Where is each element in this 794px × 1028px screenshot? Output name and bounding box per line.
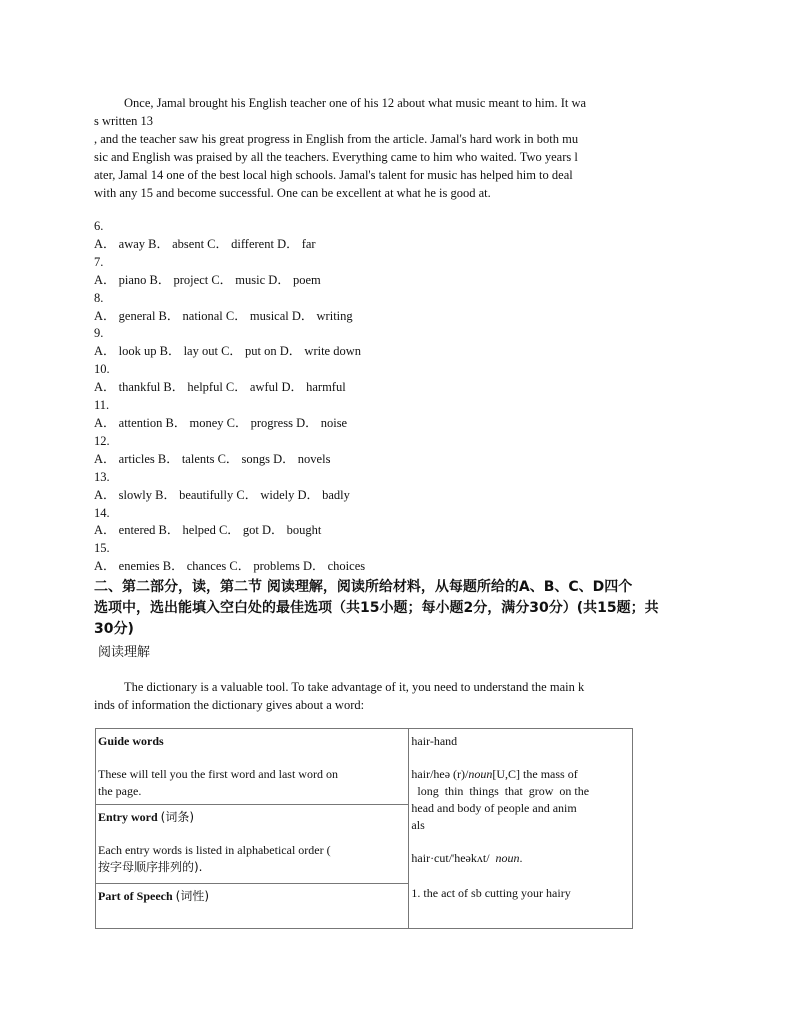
passage [94,94,700,202]
entry-word-title [98,809,406,826]
definition-line: long thin things that grow on the [411,784,590,798]
haircut-text: hair·cut/'heəkʌt/ [411,851,496,865]
guide-example: hair-hand [411,734,458,748]
question-options: A． general B． national C． musical D． writing [94,308,353,323]
question-options: A． enemies B． chances C． problems D． choices [94,559,366,574]
pos-label: noun [495,851,520,865]
passage-line: , and the teacher saw his great progress in English from the article. Jamal's hard work in both mu [94,132,579,146]
intro-paragraph [94,678,700,714]
definition-text: [U,C] the mass of [492,767,578,781]
pos-label: noun [468,767,493,781]
intro-line: The dictionary is a valuable tool. To take advantage of it, you need to understand the main k [124,680,585,694]
spacer [411,750,630,766]
definition-line [411,766,630,783]
sense-line: 1. the act of sb cutting your hairy [411,886,571,900]
haircut-text: . [519,851,523,865]
entry-word-cell [96,805,409,884]
question-options: A． articles B． talents C． songs D． novels [94,451,331,466]
guide-words-desc: the page. [98,784,142,798]
question-number: 15. [94,541,110,556]
question-options: A． slowly B． beautifully C． widely D． badly [94,487,350,502]
passage-line: sic and English was praised by all the teachers. Everything came to him who waited. Two years l [94,150,578,164]
question-list [94,218,694,576]
question-options: A． attention B． money C． progress D． noise [94,415,348,430]
question-number: 13. [94,469,110,484]
spacer [411,867,630,885]
haircut-entry [411,850,630,867]
definition-line: head and body of people and anim [411,801,577,815]
part-of-speech-title [98,888,406,905]
entry-word-title-text: Entry word [98,810,158,824]
definition-text: hair/heə (r)/ [411,767,469,781]
spacer [411,834,630,850]
passage-line: ater, Jamal 14 one of the best local high schools. Jamal's talent for music has helped him to deal [94,168,573,182]
section-heading-line: 二、第二部分，读，第二节 阅读理解，阅读所给材料，从每题所给的A、B、C、D四个 [94,579,633,595]
entry-word-desc: Each entry words is listed in alphabetical order ( [98,843,331,857]
part-of-speech-cell [96,884,409,929]
question-number: 10. [94,362,110,377]
entry-word-desc: 按字母顺序排列的). [98,860,203,874]
definition-line: als [411,818,425,832]
section-heading [94,577,706,640]
question-number: 8. [94,290,104,305]
question-options: A． look up B． lay out C． put on D． write down [94,344,362,359]
intro-line: inds of information the dictionary gives about a word: [94,698,365,712]
section-heading-line: 选项中，选出能填入空白处的最佳选项（共15小题；每小题2分，满分30分）(共15题；共 [94,600,659,616]
question-options: A． away B． absent C． different D． far [94,236,316,251]
guide-words-cell [96,729,409,805]
example-cell [409,729,633,929]
question-number: 11. [94,398,110,413]
passage-line: s written 13 [94,114,154,128]
question-number: 6. [94,219,104,233]
part-of-speech-title-cn: (词性) [175,889,210,903]
question-number: 7. [94,254,104,269]
dictionary-table [95,728,633,929]
guide-words-desc: These will tell you the first word and last word on [98,767,338,781]
section-heading-line: 30分) [94,621,134,637]
part-of-speech-title-text: Part of Speech [98,889,173,903]
question-options: A． entered B． helped C． got D． bought [94,523,322,538]
question-number: 12. [94,433,110,448]
guide-words-title: Guide words [98,734,164,748]
passage-line: Once, Jamal brought his English teacher one of his 12 about what music meant to him. It wa [124,96,587,110]
question-number: 14. [94,505,110,520]
question-number: 9. [94,326,104,341]
entry-word-title-cn: (词条) [160,810,195,824]
question-options: A． piano B． project C． music D． poem [94,272,321,287]
question-options: A． thankful B． helpful C． awful D． harmful [94,380,346,395]
passage-line: with any 15 and become successful. One can be excellent at what he is good at. [94,186,491,200]
reading-label: 阅读理解 [98,645,151,660]
